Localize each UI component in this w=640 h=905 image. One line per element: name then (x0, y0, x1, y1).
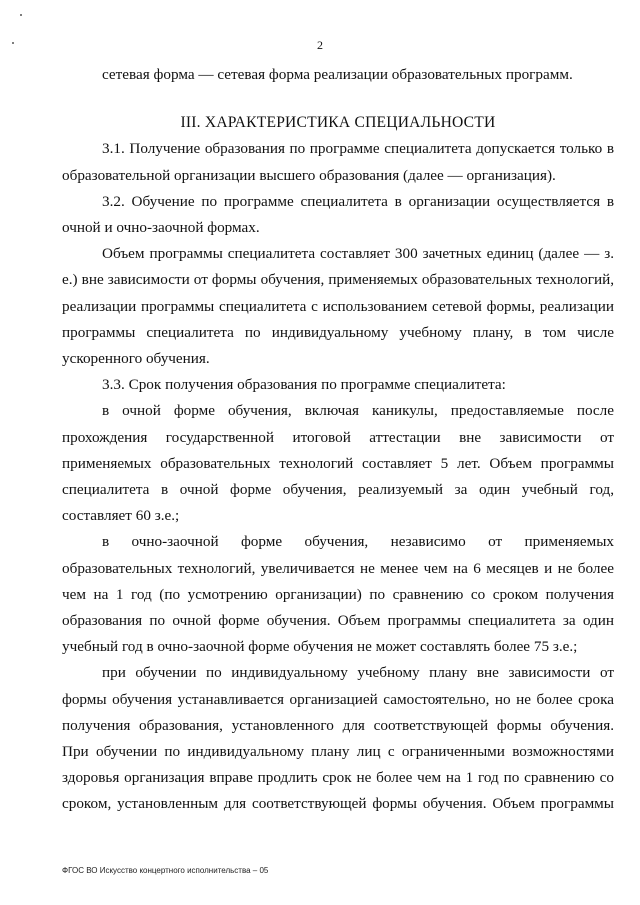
paragraph-program-volume: Объем программы специалитета составляет 300 зачетных единиц (далее — з. е.) вне зависимости от формы обучения, применяемых образовательных технологий, реализации программы специалитета с использованием сетевой формы, реализации программы специалитета по индивидуальному учебному плану, в том числе ускоренного обучения. (62, 245, 614, 368)
paragraph-full-time: в очной форме обучения, включая каникулы, предоставляемые после прохождения государственной итоговой аттестации вне зависимости от применяемых образовательных технологий составляет 5 лет. Объем программы специалитета в очной форме обучения, реализуемый за один учебный год, составляет 60 з.е.; (62, 402, 614, 525)
paragraph-3-1: 3.1. Получение образования по программе специалитета допускается только в образовательной организации высшего образования (далее — организация). (62, 140, 614, 184)
footer-label: ФГОС ВО Искусство концертного исполнительства – 05 (62, 866, 269, 875)
paragraph-3-3: 3.3. Срок получения образования по программе специалитета: (102, 376, 506, 394)
paragraph-network-form: сетевая форма — сетевая форма реализации образовательных программ. (102, 66, 573, 83)
paragraph-part-time: в очно-заочной форме обучения, независимо от применяемых образовательных технологий, увеличивается не менее чем на 6 месяцев и не более чем на 1 год (по усмотрению организации) по сравнению со сроком получения образования по очной форме обучения. Объем программы специалитета за один учебный год в очно-заочной форме обучения не может составлять более 75 з.е.; (62, 533, 614, 656)
document-body (62, 62, 614, 818)
section-heading: III. ХАРАКТЕРИСТИКА СПЕЦИАЛЬНОСТИ (180, 114, 496, 132)
scan-speck (20, 14, 22, 16)
paragraph-3-2: 3.2. Обучение по программе специалитета в организации осуществляется в очной и очно-заочной формах. (62, 192, 614, 237)
paragraph-individual-plan: при обучении по индивидуальному учебному плану вне зависимости от формы обучения устанавливается организацией самостоятельно, но не более срока получения образования, установленного для соответствующей формы обучения. При обучении по индивидуальному плану лиц с ограниченными возможностями здоровья организация вправе продлить срок не более чем на 1 год по сравнению со сроком, установленным для соответствующей формы обучения. Объем программы (62, 664, 614, 813)
page-number: 2 (317, 38, 323, 52)
